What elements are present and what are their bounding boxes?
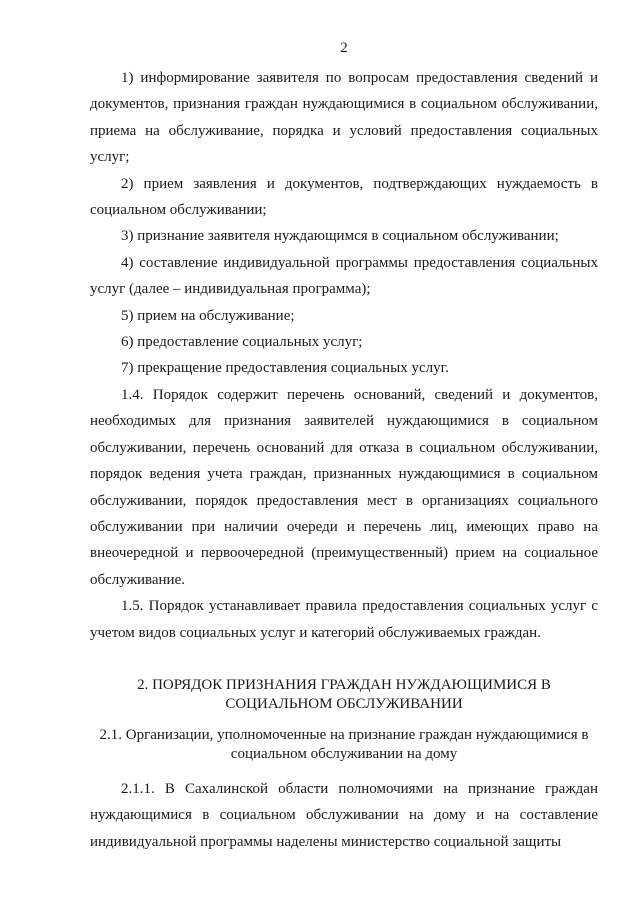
paragraph-1-5: 1.5. Порядок устанавливает правила предоставления социальных услуг с учетом видов социальных услуг и категорий обслуживаемых граждан. [90,598,598,641]
paragraph-item-2: 2) прием заявления и документов, подтверждающих нуждаемость в социальном обслуживании; [90,175,598,219]
section-title-line-2: СОЦИАЛЬНОМ ОБСЛУЖИВАНИИ [225,695,463,712]
document-page [90,38,598,855]
paragraph-2-1-1: 2.1.1. В Сахалинской области полномочиями на признание граждан нуждающимися в социальном обслуживании на дому и на составление индивидуальной программы наделены министерство социальной защиты [90,780,598,850]
subsection-title-line-1: 2.1. Организации, уполномоченные на признание граждан нуждающимися в [99,726,589,743]
subsection-title [90,726,598,764]
section-title [90,676,598,714]
paragraph-item-4: 4) составление индивидуальной программы предоставления социальных услуг (далее – индивидуальная программа); [90,254,598,298]
paragraph-item-6: 6) предоставление социальных услуг; [121,334,363,351]
subsection-title-line-2: социальном обслуживании на дому [230,745,458,762]
paragraph-item-1: 1) информирование заявителя по вопросам предоставления сведений и документов, признания граждан нуждающимися в социальном обслуживании, приема на обслуживание, порядка и условий предоставления социальных услуг; [90,70,598,166]
paragraph-item-7: 7) прекращение предоставления социальных услуг. [121,360,449,377]
section-title-line-1: 2. ПОРЯДОК ПРИЗНАНИЯ ГРАЖДАН НУЖДАЮЩИМИСЯ В [137,676,551,693]
page-number: 2 [340,40,348,56]
paragraph-item-5: 5) прием на обслуживание; [121,307,295,324]
paragraph-item-3: 3) признание заявителя нуждающимся в социальном обслуживании; [121,228,559,245]
paragraph-1-4: 1.4. Порядок содержит перечень оснований, сведений и документов, необходимых для признания заявителей нуждающимися в социальном обслуживании, перечень оснований для отказа в социальном обслуживании, порядок ведения учета граждан, признанных нуждающимися в социальном обслуживании, порядок предоставления мест в организациях социального обслуживании при наличии очереди и перечень лиц, имеющих право на внеочередной и первоочередной (преимущественный) прием на социальное обслуживание. [90,386,598,588]
